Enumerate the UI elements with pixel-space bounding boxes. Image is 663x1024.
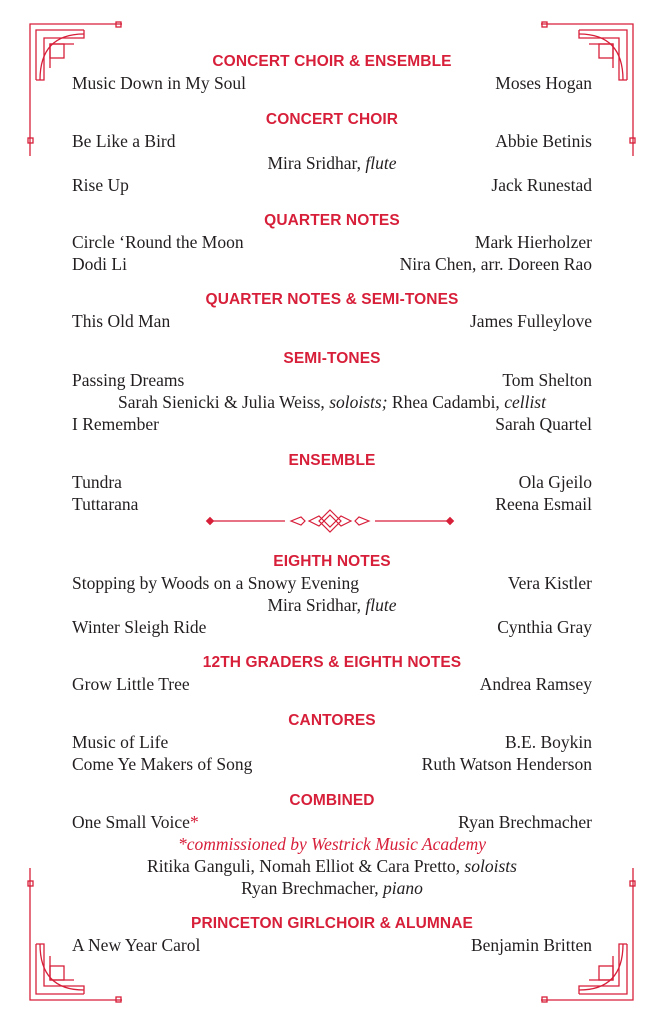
composer: Andrea Ramsey — [479, 674, 592, 694]
composer: Reena Esmail — [495, 494, 592, 514]
footnote-mark: * — [189, 812, 199, 832]
composer: Moses Hogan — [495, 73, 592, 93]
program-section — [72, 290, 592, 332]
piece-title: Music of Life — [72, 732, 169, 752]
composer: Benjamin Britten — [470, 935, 592, 955]
program-section — [72, 552, 592, 638]
section-heading: QUARTER NOTES — [264, 212, 400, 229]
commission-text: *commissioned by Westrick Music Academy — [177, 834, 487, 854]
piece-title: Rise Up — [72, 175, 129, 195]
performer-name: Rhea Cadambi, — [387, 392, 505, 412]
piece-title: A New Year Carol — [72, 935, 201, 955]
composer: B.E. Boykin — [504, 732, 592, 752]
program-section — [72, 52, 592, 94]
piece-title: Passing Dreams — [72, 370, 185, 390]
section-heading: EIGHTH NOTES — [273, 553, 391, 570]
performer-name: Sarah Sienicki & Julia Weiss, — [118, 392, 330, 412]
section-heading: CONCERT CHOIR & ENSEMBLE — [212, 53, 452, 70]
composer: Mark Hierholzer — [474, 232, 592, 252]
section-heading: 12TH GRADERS & EIGHTH NOTES — [202, 654, 462, 671]
performer-name: Mira Sridhar, — [267, 153, 366, 173]
section-heading: CANTORES — [288, 712, 376, 729]
program-item — [72, 174, 592, 196]
program-item — [72, 253, 592, 275]
section-heading: COMBINED — [289, 792, 375, 809]
program-item — [72, 673, 592, 695]
program-item — [72, 493, 592, 515]
piece-title: One Small Voice — [72, 812, 190, 832]
piece-title: This Old Man — [72, 311, 171, 331]
composer: James Fulleylove — [470, 311, 592, 331]
commission-note — [72, 833, 592, 855]
performer-note — [72, 391, 592, 413]
performer-role: flute — [365, 595, 397, 615]
performer-role: soloists — [464, 856, 517, 876]
performer-name: Ritika Ganguli, Nomah Elliot & Cara Pretto, — [147, 856, 465, 876]
program-section — [72, 914, 592, 956]
program-section — [72, 349, 592, 435]
section-heading: SEMI-TONES — [283, 350, 381, 367]
program-item — [72, 310, 592, 332]
program-item — [72, 731, 592, 753]
program-item — [72, 572, 592, 594]
program-section — [72, 653, 592, 695]
program-item — [72, 753, 592, 775]
performer-note — [72, 855, 592, 877]
program-item — [72, 130, 592, 152]
program-item — [72, 72, 592, 94]
performer-note — [72, 152, 592, 174]
composer: Sarah Quartel — [495, 414, 592, 434]
section-heading: PRINCETON GIRLCHOIR & ALUMNAE — [191, 915, 473, 932]
performer-role: piano — [383, 878, 423, 898]
piece-title: Tundra — [72, 472, 122, 492]
composer: Ola Gjeilo — [518, 472, 592, 492]
program-item — [72, 471, 592, 493]
piece-title: Grow Little Tree — [72, 674, 190, 694]
piece-title: Stopping by Woods on a Snowy Evening — [72, 573, 360, 593]
performer-role: cellist — [504, 392, 546, 412]
program-item — [72, 369, 592, 391]
composer: Ryan Brechmacher — [458, 812, 592, 832]
section-heading: ENSEMBLE — [288, 452, 376, 469]
program-item — [72, 811, 592, 833]
performer-name: Mira Sridhar, — [267, 595, 366, 615]
performer-note — [72, 877, 592, 899]
piece-title: Winter Sleigh Ride — [72, 617, 207, 637]
section-heading: QUARTER NOTES & SEMI-TONES — [205, 291, 459, 308]
composer: Abbie Betinis — [495, 131, 592, 151]
program-item — [72, 934, 592, 956]
composer: Tom Shelton — [502, 370, 592, 390]
program-section — [72, 711, 592, 775]
composer: Nira Chen, arr. Doreen Rao — [399, 254, 592, 274]
program-item — [72, 231, 592, 253]
program-section — [72, 791, 592, 899]
program-section — [72, 451, 592, 515]
piece-title: Circle ‘Round the Moon — [72, 232, 244, 252]
piece-title: Come Ye Makers of Song — [72, 754, 253, 774]
piece-title: Be Like a Bird — [72, 131, 176, 151]
piece-title: Tuttarana — [72, 494, 139, 514]
piece-title: Dodi Li — [72, 254, 127, 274]
piece-title: Music Down in My Soul — [72, 73, 247, 93]
composer: Cynthia Gray — [497, 617, 592, 637]
section-heading: CONCERT CHOIR — [265, 111, 399, 128]
performer-role: flute — [365, 153, 397, 173]
program-section — [72, 211, 592, 275]
composer: Jack Runestad — [491, 175, 592, 195]
piece-title-wrap — [72, 811, 199, 833]
program-item — [72, 616, 592, 638]
composer: Vera Kistler — [507, 573, 592, 593]
performer-role: soloists; — [329, 392, 388, 412]
performer-name: Ryan Brechmacher, — [241, 878, 384, 898]
program-item — [72, 413, 592, 435]
program-section — [72, 110, 592, 196]
composer: Ruth Watson Henderson — [421, 754, 592, 774]
performer-note — [72, 594, 592, 616]
piece-title: I Remember — [72, 414, 159, 434]
